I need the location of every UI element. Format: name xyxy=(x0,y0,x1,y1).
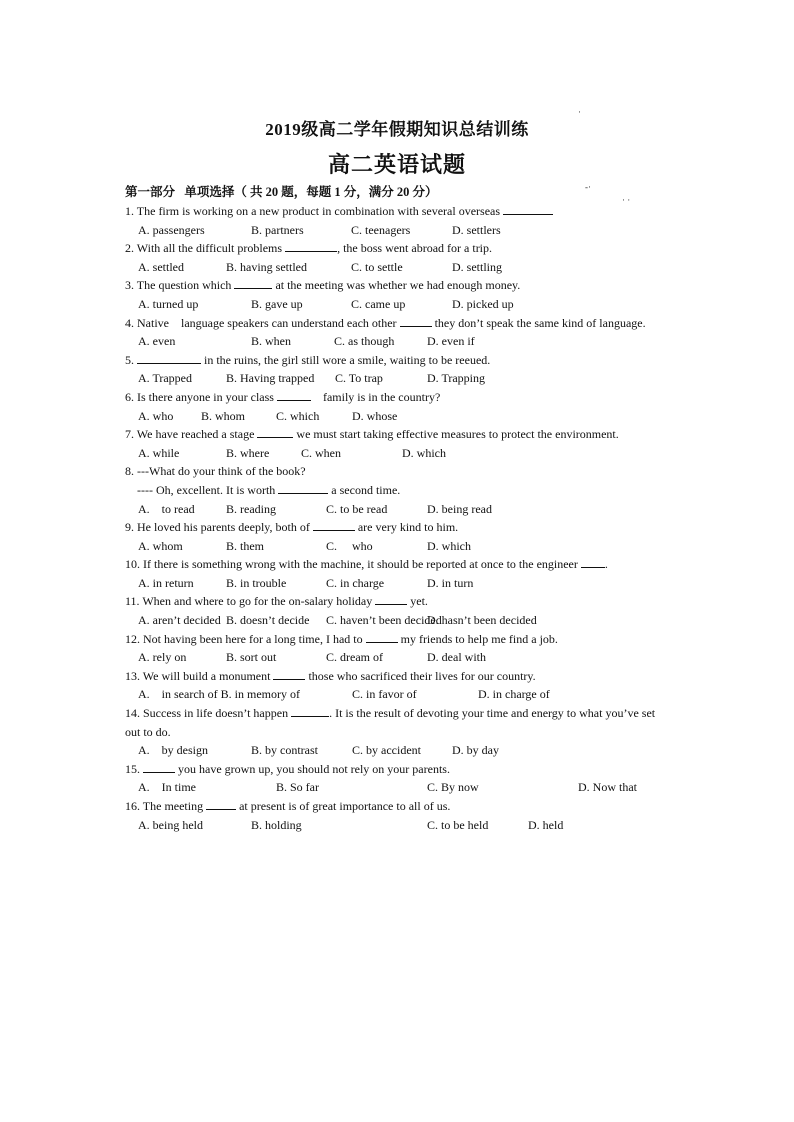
option-d[interactable]: D. hasn’t been decided xyxy=(427,613,537,628)
answer-blank xyxy=(143,761,175,773)
option-c[interactable]: C. who xyxy=(326,538,373,553)
option-c[interactable]: C. which xyxy=(276,408,320,423)
answer-options xyxy=(125,778,685,797)
answer-options xyxy=(125,221,685,240)
answer-options xyxy=(125,611,685,630)
option-c[interactable]: C. came up xyxy=(351,296,406,311)
answer-blank xyxy=(400,315,432,327)
option-b[interactable]: B. gave up xyxy=(251,296,303,311)
option-a[interactable]: A. aren’t decided xyxy=(138,613,221,628)
option-a[interactable]: A. In time xyxy=(138,780,196,795)
stem-text: at the meeting was whether we had enough money. xyxy=(272,278,521,293)
option-a[interactable]: A. turned up xyxy=(138,296,199,311)
option-d[interactable]: D. even if xyxy=(427,334,475,349)
answer-options xyxy=(125,332,685,351)
answer-options xyxy=(125,258,685,277)
stem-text: you have grown up, you should not rely on your parents. xyxy=(175,761,450,776)
stem-text: 2. With all the difficult problems xyxy=(125,241,286,256)
answer-options xyxy=(125,407,685,426)
exam-title: 2019级高二学年假期知识总结训练 xyxy=(265,120,529,139)
option-a[interactable]: A. in return xyxy=(138,575,194,590)
option-a[interactable]: A. even xyxy=(138,334,176,349)
option-d[interactable]: D. which xyxy=(427,538,471,553)
stem-text: 10. If there is something wrong with the machine, it should be reported at once to the engineer xyxy=(125,557,581,572)
answer-blank xyxy=(273,668,305,680)
stem-text: 8. ---What do your think of the book? xyxy=(125,464,306,479)
option-b[interactable]: B. when xyxy=(251,334,291,349)
option-c[interactable]: C. by accident xyxy=(352,743,421,758)
dialogue-reply xyxy=(125,481,685,500)
option-d[interactable]: D. picked up xyxy=(452,296,514,311)
option-a[interactable]: A. while xyxy=(138,445,180,460)
option-d[interactable]: D. settlers xyxy=(452,222,501,237)
option-d[interactable]: D. deal with xyxy=(427,650,486,665)
stem-text: 6. Is there anyone in your class xyxy=(125,389,277,404)
stem-text: 11. When and where to go for the on-salary holiday xyxy=(125,594,376,609)
stem-text: we must start taking effective measures to protect the environment. xyxy=(293,427,619,442)
stem-text: 14. Success in life doesn’t happen xyxy=(125,706,292,721)
answer-options xyxy=(125,369,685,388)
question-stem xyxy=(125,704,680,723)
answer-options xyxy=(125,537,685,556)
answer-options xyxy=(125,685,685,704)
stem-text: 7. We have reached a stage xyxy=(125,427,258,442)
answer-blank xyxy=(291,705,329,717)
stem-text: 16. The meeting xyxy=(125,799,207,813)
answer-blank xyxy=(278,482,328,494)
option-c[interactable]: C. teenagers xyxy=(351,222,411,237)
question-stem xyxy=(125,797,685,816)
option-c[interactable]: C. when xyxy=(301,445,341,460)
stem-text: my friends to help me find a job. xyxy=(397,631,558,646)
option-a[interactable]: A. who xyxy=(138,408,174,423)
option-b[interactable]: B. So far xyxy=(276,780,319,795)
answer-options xyxy=(125,500,685,519)
option-c[interactable]: C. as though xyxy=(334,334,395,349)
question-stem xyxy=(125,667,685,686)
option-b[interactable]: B. where xyxy=(226,445,270,460)
option-c[interactable]: C. dream of xyxy=(326,650,383,665)
stem-text: 15. xyxy=(125,761,143,776)
question-stem xyxy=(125,425,685,444)
option-d[interactable]: D. being read xyxy=(427,501,492,516)
option-b[interactable]: B. having settled xyxy=(226,259,307,274)
scan-speck: -· xyxy=(585,182,591,192)
stem-text: they don’t speak the same kind of language. xyxy=(431,315,646,330)
stem-text: 4. Native language speakers can understand each other xyxy=(125,315,400,330)
option-d[interactable]: D. settling xyxy=(452,259,502,274)
question-stem xyxy=(125,555,685,574)
option-a[interactable]: A. being held xyxy=(138,817,203,832)
answer-blank xyxy=(277,389,311,401)
stem-text: 1. The firm is working on a new product in combination with several overseas xyxy=(125,204,504,218)
exam-subtitle: 高二英语试题 xyxy=(327,152,466,177)
answer-blank xyxy=(257,426,293,438)
stem-text: 3. The question which xyxy=(125,278,235,293)
answer-blank xyxy=(206,798,236,810)
stem-text: 13. We will build a monument xyxy=(125,668,274,683)
option-a[interactable]: A. whom xyxy=(138,538,183,553)
answer-blank xyxy=(503,203,553,215)
answer-options xyxy=(125,816,685,835)
option-b[interactable]: B. them xyxy=(226,538,264,553)
question-list xyxy=(125,202,685,834)
option-a[interactable]: A. passengers xyxy=(138,222,205,237)
option-b[interactable]: B. reading xyxy=(226,501,276,516)
option-a[interactable]: A. settled xyxy=(138,259,184,274)
stem-text: ---- Oh, excellent. It is worth xyxy=(125,482,279,497)
option-b[interactable]: B. holding xyxy=(251,817,302,832)
option-a[interactable]: A. rely on xyxy=(138,650,187,665)
option-b[interactable]: B. whom xyxy=(201,408,246,423)
option-c[interactable]: C. To trap xyxy=(335,371,383,386)
question-stem xyxy=(125,630,685,649)
option-c[interactable]: C. haven’t been decided xyxy=(326,613,442,628)
option-d[interactable]: D. Trapping xyxy=(427,371,486,386)
question-stem xyxy=(125,592,685,611)
answer-blank xyxy=(234,277,272,289)
option-b[interactable]: B. in trouble xyxy=(226,575,287,590)
question-stem xyxy=(125,239,685,258)
stem-text: , the boss went abroad for a trip. xyxy=(337,241,493,256)
option-d[interactable]: D. in turn xyxy=(427,575,474,590)
answer-options xyxy=(125,648,685,667)
question-stem xyxy=(125,518,685,537)
stem-text: 12. Not having been here for a long time, I had to xyxy=(125,631,366,646)
option-d[interactable]: D. whose xyxy=(352,408,398,423)
question-stem xyxy=(125,202,685,221)
option-d[interactable]: D. which xyxy=(402,445,446,460)
stem-text: 5. xyxy=(125,352,137,367)
option-b[interactable]: B. partners xyxy=(251,222,304,237)
answer-blank xyxy=(581,556,605,568)
section-header: 第一部分 单项选择（ 共 20 题，每题 1 分，满分 20 分） xyxy=(125,185,438,199)
option-c[interactable]: C. to be read xyxy=(326,501,388,516)
question-stem xyxy=(125,276,685,295)
option-a[interactable]: A. in search of B. in memory of xyxy=(138,687,300,702)
question-stem-continuation xyxy=(125,723,685,742)
option-a[interactable]: A. Trapped xyxy=(138,371,193,386)
stem-text: 9. He loved his parents deeply, both of xyxy=(125,520,313,535)
answer-options xyxy=(125,574,685,593)
stem-text: in the ruins, the girl still wore a smile, waiting to be reeued. xyxy=(201,352,491,367)
scan-speck: · · xyxy=(622,195,631,205)
option-a[interactable]: A. by design xyxy=(138,743,208,758)
answer-blank xyxy=(313,519,355,531)
answer-blank xyxy=(137,352,201,364)
stem-text: out to do. xyxy=(125,724,171,739)
stem-text: at present is of great importance to all of us. xyxy=(236,799,451,813)
stem-text: those who sacrificed their lives for our country. xyxy=(305,668,536,683)
question-stem xyxy=(125,314,685,333)
answer-options xyxy=(125,444,685,463)
answer-options xyxy=(125,741,685,760)
option-b[interactable]: B. Having trapped xyxy=(226,371,315,386)
stem-text: family is in the country? xyxy=(310,389,441,404)
option-c[interactable]: C. in charge xyxy=(326,575,385,590)
option-c[interactable]: C. to be held xyxy=(427,817,489,832)
option-d[interactable]: D. in charge of xyxy=(478,687,550,702)
stem-text: . It is the result of devoting your time and energy to what you’ve set xyxy=(329,706,656,721)
question-stem xyxy=(125,351,685,370)
option-c[interactable]: C. to settle xyxy=(351,259,403,274)
option-c[interactable]: C. in favor of xyxy=(352,687,417,702)
option-b[interactable]: B. doesn’t decide xyxy=(226,613,310,628)
question-stem xyxy=(125,760,685,779)
stem-text: yet. xyxy=(407,594,428,609)
answer-blank xyxy=(285,240,337,252)
answer-blank xyxy=(375,593,407,605)
option-d[interactable]: D. Now that xyxy=(578,780,637,795)
option-d[interactable]: D. held xyxy=(528,817,564,832)
scan-speck: · xyxy=(578,107,581,117)
option-b[interactable]: B. sort out xyxy=(226,650,277,665)
option-b[interactable]: B. by contrast xyxy=(251,743,318,758)
option-d[interactable]: D. by day xyxy=(452,743,499,758)
question-stem xyxy=(125,462,685,481)
answer-options xyxy=(125,295,685,314)
stem-text: are very kind to him. xyxy=(354,520,459,535)
option-a[interactable]: A. to read xyxy=(138,501,195,516)
answer-blank xyxy=(366,631,398,643)
option-c[interactable]: C. By now xyxy=(427,780,479,795)
question-stem xyxy=(125,388,685,407)
stem-text: a second time. xyxy=(328,482,401,497)
stem-text: . xyxy=(604,557,608,572)
